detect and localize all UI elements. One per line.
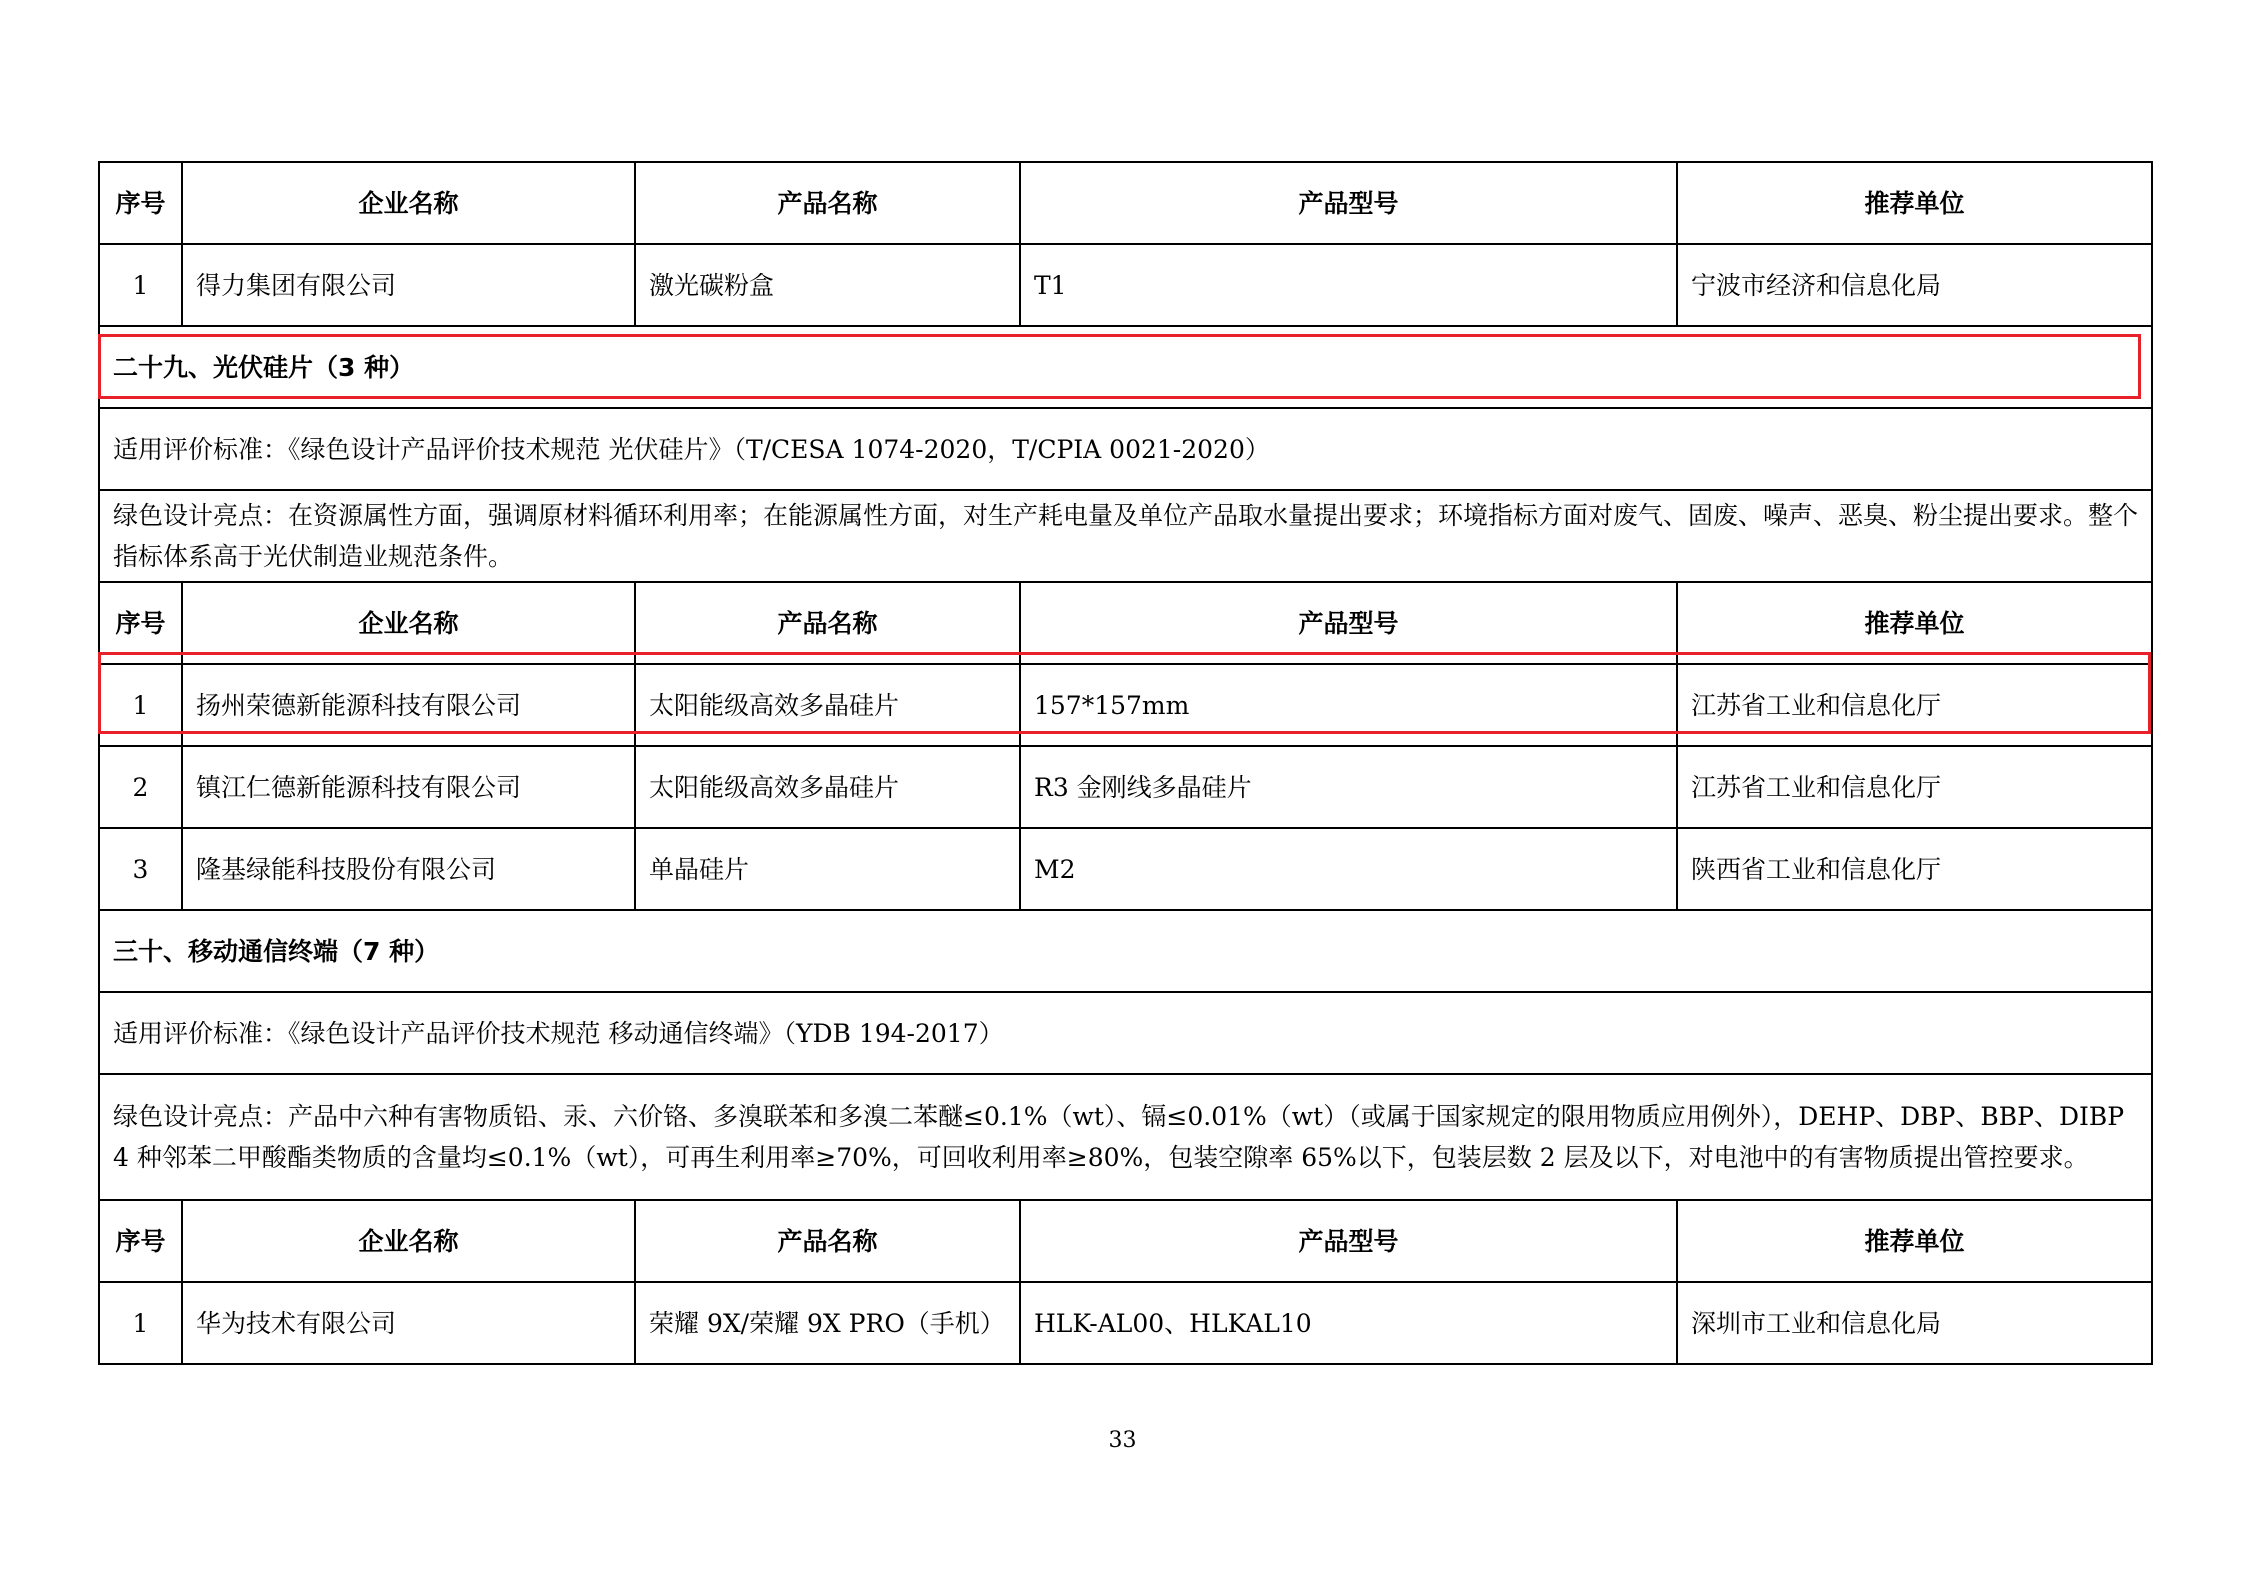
row-no: 3: [99, 828, 182, 910]
row-no: 1: [99, 1282, 182, 1364]
table-header-row: [99, 162, 2152, 244]
product-table: [98, 161, 2153, 1365]
row-product: 荣耀 9X/荣耀 9X PRO（手机）: [635, 1282, 1020, 1364]
section-30-highlights-row: [99, 1074, 2152, 1200]
section-30-standard: 适用评价标准：《绿色设计产品评价技术规范 移动通信终端》（YDB 194-2017）: [99, 992, 2152, 1074]
section-29-highlights-row: [99, 490, 2152, 582]
row-product: 激光碳粉盒: [635, 244, 1020, 326]
header-product: 产品名称: [635, 1200, 1020, 1282]
table-row: [99, 1282, 2152, 1364]
header-no: 序号: [99, 1200, 182, 1282]
section-29-standard-row: [99, 408, 2152, 490]
row-company: 华为技术有限公司: [182, 1282, 635, 1364]
table-row: [99, 244, 2152, 326]
section-30-title: 三十、移动通信终端（7 种）: [99, 910, 2152, 992]
table-header-row: [99, 582, 2152, 664]
row-product: 单晶硅片: [635, 828, 1020, 910]
row-model: 157*157mm: [1020, 664, 1677, 746]
page-number: 33: [1108, 1428, 1137, 1453]
header-model: 产品型号: [1020, 582, 1677, 664]
row-no: 2: [99, 746, 182, 828]
row-company: 得力集团有限公司: [182, 244, 635, 326]
table-header-row: [99, 1200, 2152, 1282]
header-model: 产品型号: [1020, 1200, 1677, 1282]
row-unit: 江苏省工业和信息化厅: [1677, 664, 2152, 746]
table-row: [99, 746, 2152, 828]
row-unit: 江苏省工业和信息化厅: [1677, 746, 2152, 828]
header-product: 产品名称: [635, 162, 1020, 244]
row-no: 1: [99, 244, 182, 326]
header-unit: 推荐单位: [1677, 162, 2152, 244]
header-product: 产品名称: [635, 582, 1020, 664]
header-company: 企业名称: [182, 162, 635, 244]
row-model: T1: [1020, 244, 1677, 326]
row-product: 太阳能级高效多晶硅片: [635, 746, 1020, 828]
header-unit: 推荐单位: [1677, 1200, 2152, 1282]
header-unit: 推荐单位: [1677, 582, 2152, 664]
row-company: 扬州荣德新能源科技有限公司: [182, 664, 635, 746]
row-company: 镇江仁德新能源科技有限公司: [182, 746, 635, 828]
section-29-title: 二十九、光伏硅片（3 种）: [99, 326, 2152, 408]
table-row: [99, 664, 2152, 746]
section-30-title-row: [99, 910, 2152, 992]
header-company: 企业名称: [182, 1200, 635, 1282]
row-model: M2: [1020, 828, 1677, 910]
header-model: 产品型号: [1020, 162, 1677, 244]
row-company: 隆基绿能科技股份有限公司: [182, 828, 635, 910]
row-unit: 陕西省工业和信息化厅: [1677, 828, 2152, 910]
section-29-highlights: 绿色设计亮点：在资源属性方面，强调原材料循环利用率；在能源属性方面，对生产耗电量及单位产品取水量提出要求；环境指标方面对废气、固废、噪声、恶臭、粉尘提出要求。整个指标体系高于光伏制造业规范条件。: [99, 490, 2152, 582]
row-model: HLK-AL00、HLKAL10: [1020, 1282, 1677, 1364]
header-no: 序号: [99, 162, 182, 244]
row-unit: 深圳市工业和信息化局: [1677, 1282, 2152, 1364]
row-unit: 宁波市经济和信息化局: [1677, 244, 2152, 326]
table-row: [99, 828, 2152, 910]
row-product: 太阳能级高效多晶硅片: [635, 664, 1020, 746]
section-29-title-row: [99, 326, 2152, 408]
header-company: 企业名称: [182, 582, 635, 664]
section-29-standard: 适用评价标准：《绿色设计产品评价技术规范 光伏硅片》（T/CESA 1074-2020，T/CPIA 0021-2020）: [99, 408, 2152, 490]
row-model: R3 金刚线多晶硅片: [1020, 746, 1677, 828]
row-no: 1: [99, 664, 182, 746]
section-30-standard-row: [99, 992, 2152, 1074]
section-30-highlights: 绿色设计亮点：产品中六种有害物质铅、汞、六价铬、多溴联苯和多溴二苯醚≤0.1%（wt）、镉≤0.01%（wt）（或属于国家规定的限用物质应用例外），DEHP、DBP、BBP、DIBP 4 种邻苯二甲酸酯类物质的含量均≤0.1%（wt），可再生利用率≥70%，可回收利用率≥80%，包装空隙率 65%以下，包装层数 2 层及以下，对电池中的有害物质提出管控要求。: [99, 1074, 2152, 1200]
header-no: 序号: [99, 582, 182, 664]
